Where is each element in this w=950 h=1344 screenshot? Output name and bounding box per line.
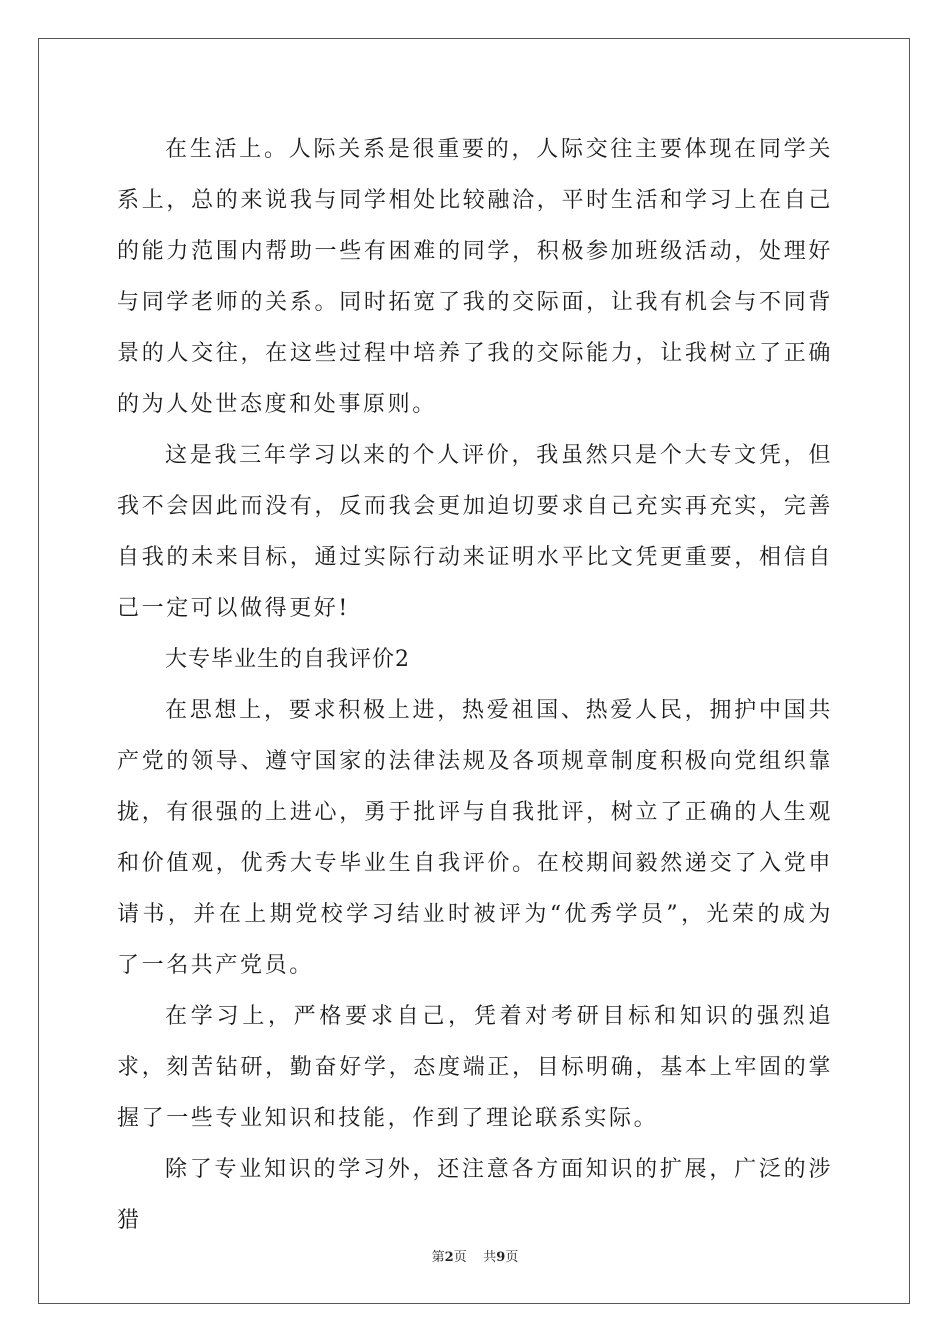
page-prefix: 第 [431,1250,445,1265]
total-pages: 9 [496,1250,506,1265]
page-number: 2 [444,1250,454,1265]
paragraph-ideology: 在思想上，要求积极上进，热爱祖国、热爱人民，拥护中国共产党的领导、遵守国家的法律法规及各项规章制度积极向党组织靠拢，有很强的上进心，勇于批评与自我批评，树立了正确的人生观和价值观，优秀大专毕业生自我评价。在校期间毅然递交了入党申请书，并在上期党校学习结业时被评为“优秀学员”，光荣的成为了一名共产党员。 [117,698,833,978]
paragraph-summary: 这是我三年学习以来的个人评价，我虽然只是个大专文凭，但我不会因此而没有，反而我会更加迫切要求自己充实再充实，完善自我的未来目标，通过实际行动来证明水平比文凭更重要，相信自己一定可以做得更好! [117,443,833,621]
page-suffix: 页 [453,1250,467,1265]
document-body [117,124,833,1246]
total-prefix: 共 [483,1250,497,1265]
paragraph-life: 在生活上。人际关系是很重要的，人际交往主要体现在同学关系上，总的来说我与同学相处比较融洽，平时生活和学习上在自己的能力范围内帮助一些有困难的同学，积极参加班级活动，处理好与同学老师的关系。同时拓宽了我的交际面，让我有机会与不同背景的人交往，在这些过程中培养了我的交际能力，让我树立了正确的为人处世态度和处事原则。 [117,137,833,417]
section-heading: 大专毕业生的自我评价2 [165,647,410,672]
page-footer [0,1246,950,1265]
paragraph-study: 在学习上，严格要求自己，凭着对考研目标和知识的强烈追求，刻苦钻研，勤奋好学，态度端正，目标明确，基本上牢固的掌握了一些专业知识和技能，作到了理论联系实际。 [117,1004,833,1131]
total-suffix: 页 [505,1250,519,1265]
paragraph-knowledge: 除了专业知识的学习外，还注意各方面知识的扩展，广泛的涉猎 [117,1157,833,1233]
